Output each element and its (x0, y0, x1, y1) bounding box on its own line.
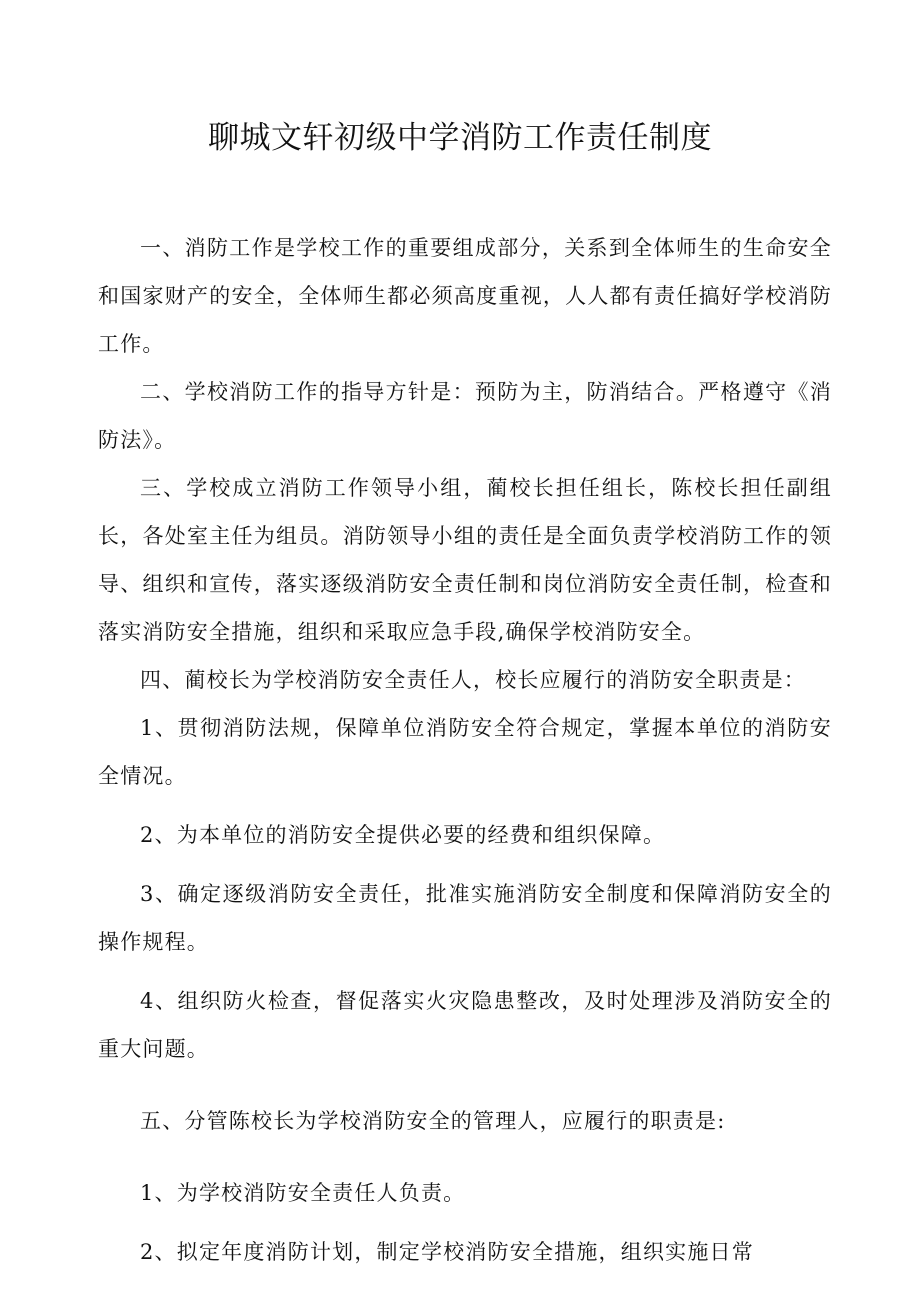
paragraph-9: 五、分管陈校长为学校消防安全的管理人，应履行的职责是: (140, 1109, 726, 1133)
paragraph-8: 4、组织防火检查，督促落实火灾隐患整改，及时处理涉及消防安全的重大问题。 (98, 989, 832, 1061)
paragraph-3: 三、学校成立消防工作领导小组，蔺校长担任组长，陈校长担任副组长，各处室主任为组员。消防领导小组的责任是全面负责学校消防工作的领导、组织和宣传，落实逐级消防安全责任制和岗位消防安全责任制，检查和落实消防安全措施，组织和采取应急手段,确保学校消防安全。 (98, 476, 832, 644)
paragraph-5: 1、贯彻消防法规，保障单位消防安全符合规定，掌握本单位的消防安全情况。 (98, 716, 832, 788)
paragraph-6: 2、为本单位的消防安全提供必要的经费和组织保障。 (140, 823, 666, 847)
paragraph-11: 2、拟定年度消防计划，制定学校消防安全措施，组织实施日常 (140, 1240, 754, 1264)
paragraph-1: 一、消防工作是学校工作的重要组成部分，关系到全体师生的生命安全和国家财产的安全，全体师生都必须高度重视，人人都有责任搞好学校消防工作。 (98, 236, 832, 356)
paragraph-7: 3、确定逐级消防安全责任，批准实施消防安全制度和保障消防安全的操作规程。 (98, 882, 832, 954)
paragraph-10: 1、为学校消防安全责任人负责。 (140, 1181, 466, 1205)
paragraph-4: 四、蔺校长为学校消防安全责任人，校长应履行的消防安全职责是： (140, 668, 806, 692)
document-title: 聊城文轩初级中学消防工作责任制度 (208, 120, 712, 156)
document-body (98, 224, 832, 1276)
paragraph-2: 二、学校消防工作的指导方针是：预防为主，防消结合。严格遵守《消防法》。 (98, 380, 832, 452)
